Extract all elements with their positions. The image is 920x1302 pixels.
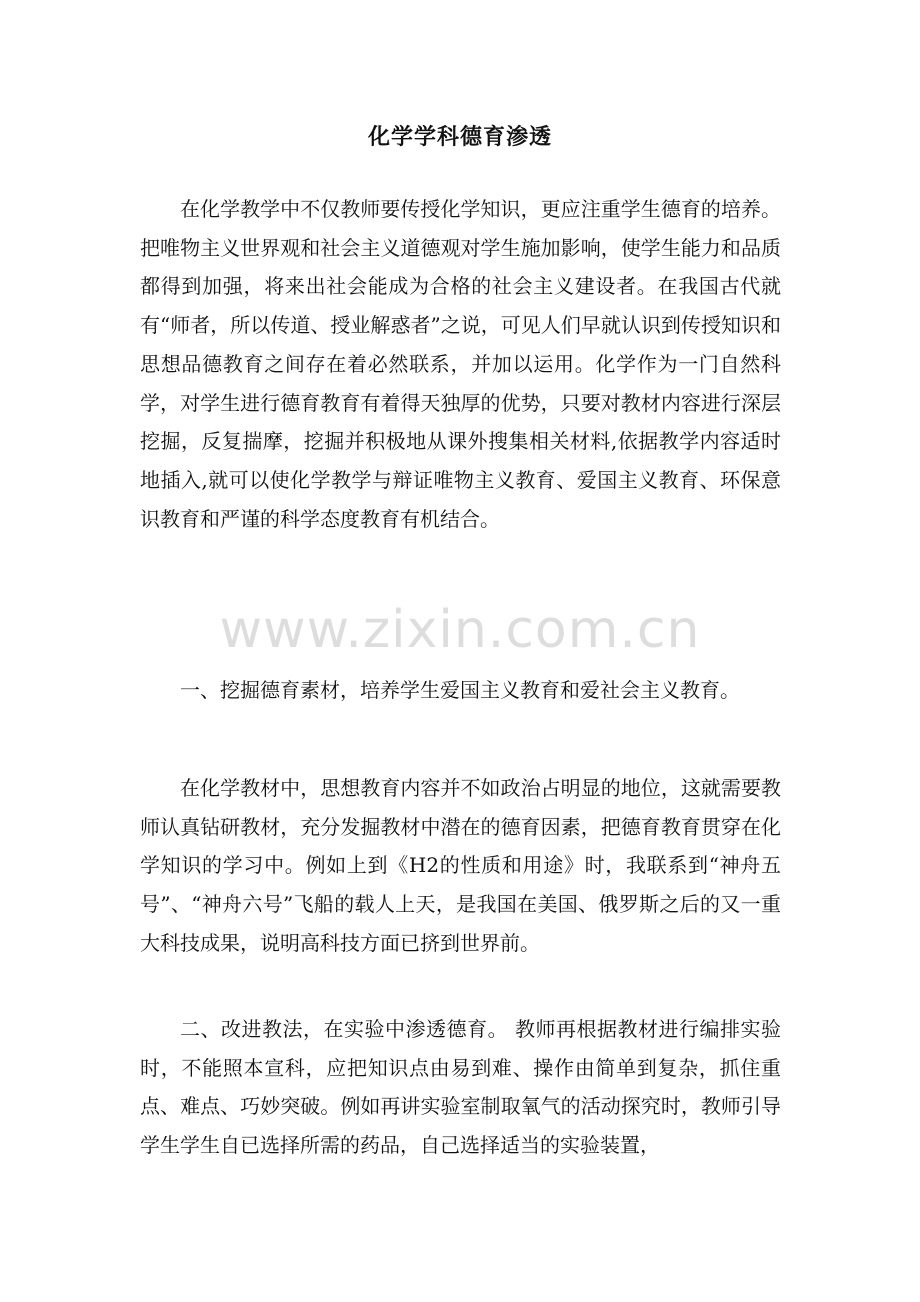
- paragraph-intro: 在化学教学中不仅教师要传授化学知识，更应注重学生德育的培养。把唯物主义世界观和社会主义道德观对学生施加影响，使学生能力和品质都得到加强，将来出社会能成为合格的社会主义建设者。在我国古代就有“师者，所以传道、授业解惑者”之说，可见人们早就认识到传授知识和思想品德教育之间存在着必然联系，并加以运用。化学作为一门自然科学，对学生进行德育教育有着得天独厚的优势，只要对教材内容进行深层挖掘，反复揣摩，挖掘并积极地从课外搜集相关材料,依据教学内容适时地插入,就可以使化学教学与辩证唯物主义教育、爱国主义教育、环保意识教育和严谨的科学态度教育有机结合。: [140, 197, 781, 531]
- watermark: www.zixin.com.cn: [219, 600, 701, 660]
- document-title: 化学学科德育渗透: [367, 124, 552, 150]
- paragraph-section-one-body: 在化学教材中，思想教育内容并不如政治占明显的地位，这就需要教师认真钻研教材，充分发掘教材中潜在的德育因素，把德育教育贯穿在化学知识的学习中。例如上到《H2的性质和用途》时，我联系到“神舟五号”、“神舟六号”飞船的载人上天，是我国在美国、俄罗斯之后的又一重大科技成果，说明高科技方面已挤到世界前。: [140, 776, 781, 955]
- paragraph-section-two: 二、改进教法，在实验中渗透德育。 教师再根据教材进行编排实验时，不能照本宣科，应把知识点由易到难、操作由简单到复杂，抓住重点、难点、巧妙突破。例如再讲实验室制取氧气的活动探究时，教师引导学生学生自已选择所需的药品，自己选择适当的实验装置，: [140, 1017, 781, 1158]
- paragraph-section-one-heading: 一、挖掘德育素材，培养学生爱国主义教育和爱社会主义教育。: [180, 678, 740, 702]
